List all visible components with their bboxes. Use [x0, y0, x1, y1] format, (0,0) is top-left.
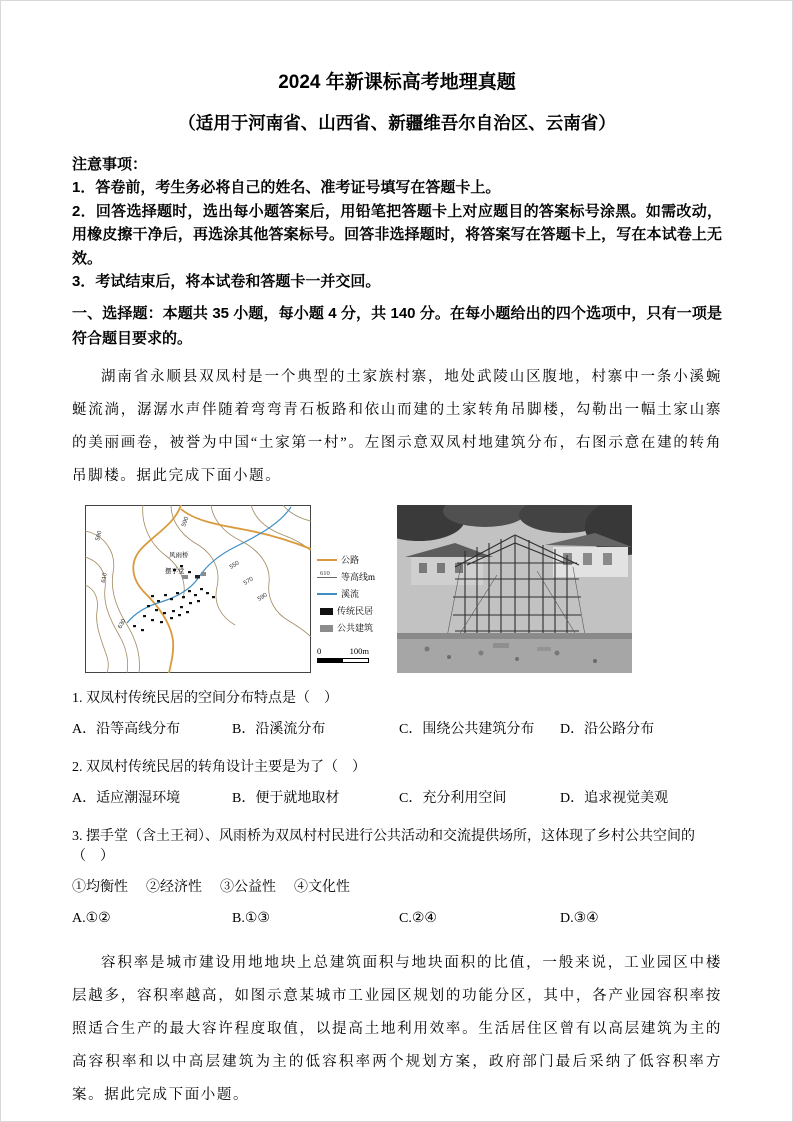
scale-bar: [317, 658, 369, 663]
suboption-3: ③公益性: [220, 879, 276, 895]
legend-item-road: [317, 555, 393, 566]
map-frame: [86, 505, 311, 672]
passage-1: 湖南省永顺县双凤村是一个典型的土家族村寨，地处武陵山区腹地，村寨中一条小溪蜿蜒流淌，潺潺水声伴随着弯弯青石板路和依山而建的土家转角吊脚楼，勾勒出一幅土家山寨的美丽画卷，被誉为中国“土家第一村”。左图示意双凤村地建筑分布，右图示意在建的转角吊脚楼。据此完成下面小题。: [72, 368, 722, 484]
option-a: A．沿等高线分布: [72, 721, 181, 737]
passage-2: 容积率是城市建设用地地块上总建筑面积与地块面积的比值，一般来说，工业园区中楼层越多，容积率越高，如图示意某城市工业园区规划的功能分区，其中，各产业园容积率按照适合生产的最大容许程度取值，以提高土地利用效率。生活居住区曾有以高层建筑为主的高容积率和以中高层建筑为主的低容积率两个规划方案，政府部门最后采纳了低容积率方案。据此完成下面小题。: [72, 954, 722, 1103]
svg-text:590: 590: [181, 515, 191, 528]
question-2-options: [72, 789, 722, 809]
stream-symbol: [317, 593, 337, 595]
option-c: C．充分利用空间: [399, 790, 507, 806]
hall-label: 摆手堂: [165, 567, 185, 575]
legend-item-dwelling: [317, 606, 393, 617]
legend-label-dwelling: 传统民居: [337, 605, 374, 616]
legend-item-stream: [317, 589, 393, 600]
section-header: 一、选择题：本题共 35 小题，每小题 4 分，共 140 分。在每小题给出的四个选项中，只有一项是符合题目要求的。: [72, 304, 722, 347]
notice-header: 注意事项：: [72, 156, 148, 173]
legend-label-contour: 等高线m: [341, 571, 376, 582]
question-3: [72, 827, 722, 929]
question-3-suboptions: [72, 878, 722, 898]
option-c: C.②④: [399, 910, 437, 926]
question-3-options: [72, 909, 722, 929]
bridge-label: 风雨桥: [169, 551, 189, 559]
svg-text:590: 590: [95, 529, 104, 542]
question-2-stem: 2. 双凤村传统民居的转角设计主要是为了（ ）: [72, 759, 366, 775]
page-title: 2024 年新课标高考地理真题: [278, 72, 516, 93]
option-b: B．沿溪流分布: [232, 721, 326, 737]
legend-label-road: 公路: [341, 554, 360, 565]
contour-symbol: [317, 569, 337, 578]
legend-item-contour: [317, 569, 393, 583]
question-2: [72, 758, 722, 809]
suboption-1: ①均衡性: [72, 879, 128, 895]
scale-start: 0: [317, 645, 322, 656]
page-subtitle: （适用于河南省、山西省、新疆维吾尔自治区、云南省）: [178, 113, 616, 133]
contour-sample-value: 610: [320, 569, 330, 577]
question-1-options: [72, 720, 722, 740]
suboption-4: ④文化性: [294, 879, 350, 895]
option-d: D.③④: [560, 910, 599, 926]
map-scale-bar: [317, 646, 369, 663]
option-d: D．追求视觉美观: [560, 790, 669, 806]
map-legend: [311, 505, 393, 663]
photo-ground: [397, 633, 632, 673]
scale-end: 100m: [349, 645, 369, 656]
scale-labels: [317, 646, 369, 657]
figure-row: [85, 505, 722, 673]
bridge-marker: [195, 575, 200, 579]
svg-text:570: 570: [242, 575, 255, 587]
option-b: B．便于就地取材: [232, 790, 340, 806]
legend-label-public: 公共建筑: [337, 622, 374, 633]
option-d: D．沿公路分布: [560, 721, 655, 737]
question-1: [72, 689, 722, 740]
dwelling-symbol: [320, 608, 333, 615]
svg-text:610: 610: [101, 571, 109, 583]
public-building-symbol: [320, 625, 333, 632]
option-b: B.①③: [232, 910, 270, 926]
notice-item-1: 1．答卷前，考生务必将自己的姓名、准考证号填写在答题卡上。: [72, 179, 501, 196]
construction-photo: [397, 505, 632, 673]
svg-text:550: 550: [228, 559, 241, 571]
question-1-stem: 1. 双凤村传统民居的空间分布特点是（ ）: [72, 690, 338, 706]
legend-item-public: [317, 623, 393, 634]
question-3-stem: 3. 摆手堂（含土王祠）、风雨桥为双凤村村民进行公共活动和交流提供场所，这体现了乡村公共空间的（ ）: [72, 828, 695, 864]
notice-item-2: 2．回答选择题时，选出每小题答案后，用铅笔把答题卡上对应题目的答案标号涂黑。如需改动，用橡皮擦干净后，再选涂其他答案标号。回答非选择题时，将答案写在答题卡上，写在本试卷上无效。: [72, 202, 722, 267]
option-a: A．适应潮湿环境: [72, 790, 181, 806]
legend-label-stream: 溪流: [341, 588, 360, 599]
village-contour-map: [85, 505, 311, 673]
svg-text:630: 630: [117, 617, 128, 630]
option-c: C．围绕公共建筑分布: [399, 721, 535, 737]
notice-item-3: 3．考试结束后，将本试卷和答题卡一并交回。: [72, 273, 381, 290]
suboption-2: ②经济性: [146, 879, 202, 895]
road-symbol: [317, 559, 337, 561]
option-a: A.①②: [72, 910, 111, 926]
svg-text:590: 590: [256, 591, 269, 603]
